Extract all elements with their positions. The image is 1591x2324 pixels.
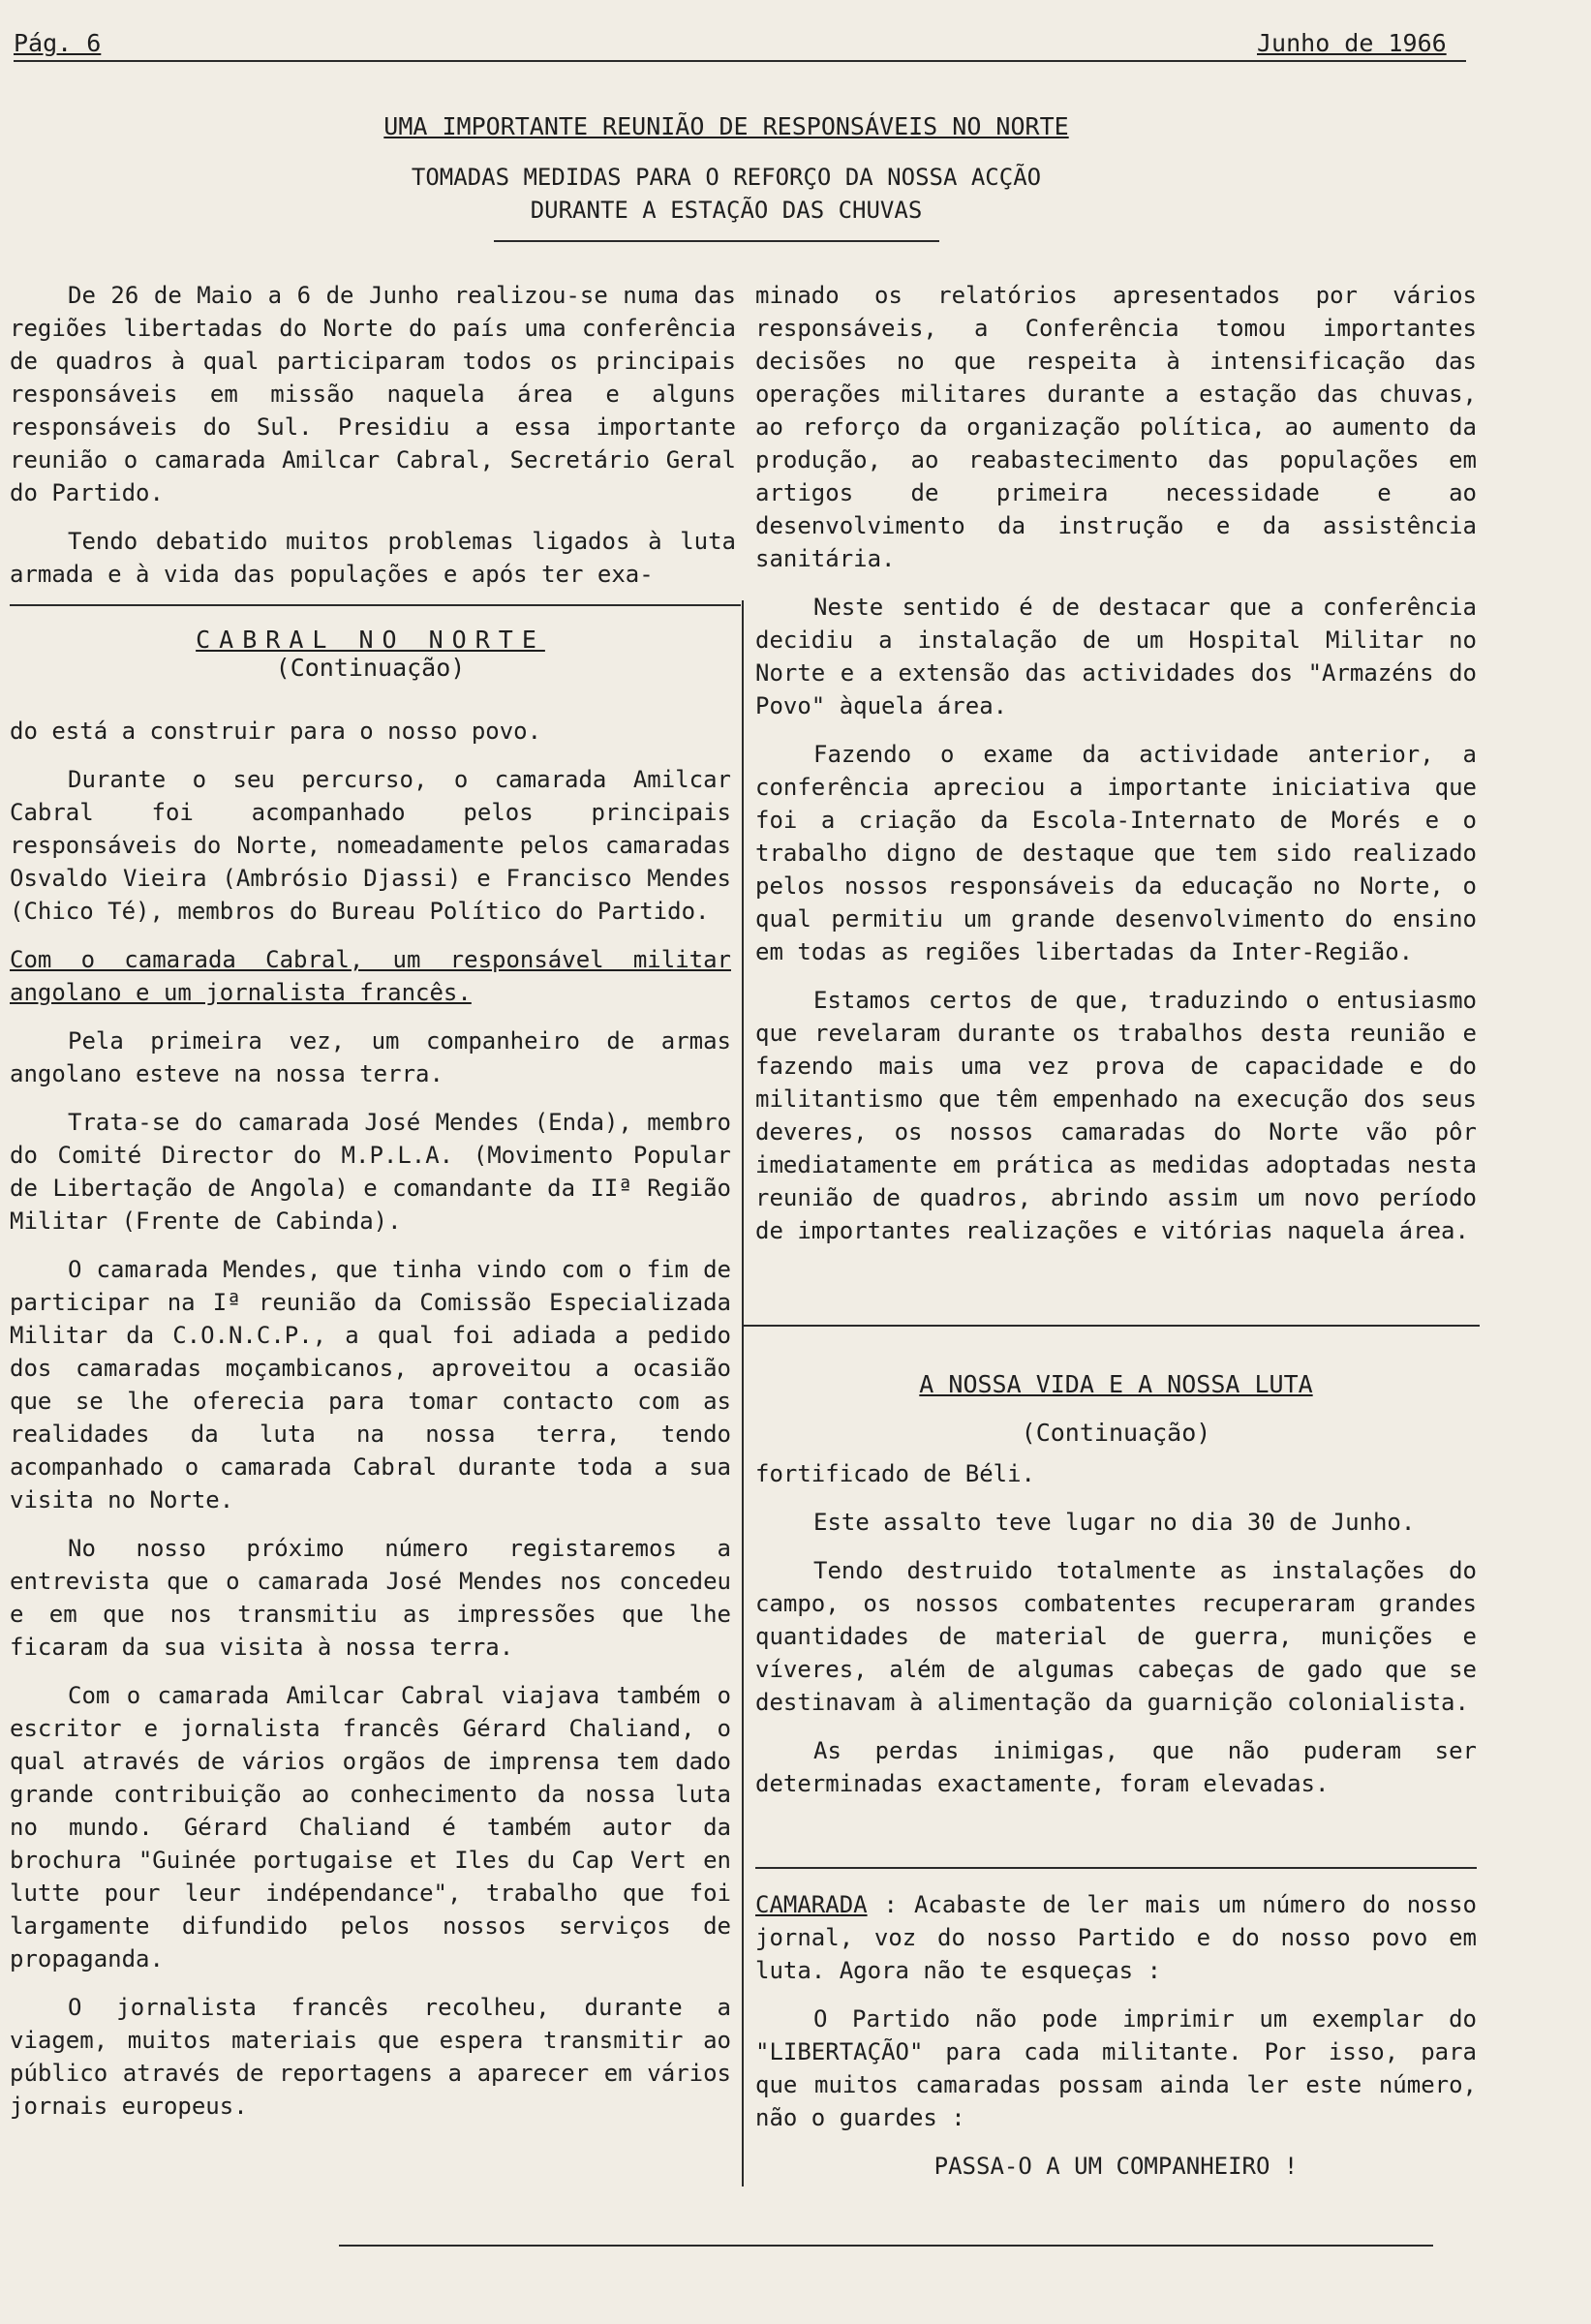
luta-title: A NOSSA VIDA E A NOSSA LUTA [919,1370,1313,1398]
article-subheading: Com o camarada Cabral, um responsável militar angolano e um jornalista francês. [10,946,731,1006]
article-paragraph: Este assalto teve lugar no dia 30 de Junho. [813,1509,1416,1536]
article-paragraph: O camarada Mendes, que tinha vindo com o fim de participar na Iª reunião da Comissão Especializada Militar da C.O.N.C.P., a qual foi adiada a pedido dos camaradas moçambicanos, aproveitou a ocasião que se lhe oferecia para tomar contacto com as realidades da luta na nossa terra, tendo acompanhado o camarada Cabral durante toda a sua visita no Norte. [10,1256,731,1514]
subheadline-line-2: DURANTE A ESTAÇÃO DAS CHUVAS [530,197,923,224]
article-paragraph: Fazendo o exame da actividade anterior, a conferência apreciou a importante iniciativa que foi a criação da Escola-Internato de Morés e o trabalho digno de destaque que tem sido realizado pelos nossos responsáveis da educação no Norte, o qual permitiu um grande desenvolvimento do ensino em todas as regiões libertadas da Inter-Região. [755,741,1477,965]
appeal-closing: PASSA-O A UM COMPANHEIRO ! [933,2153,1299,2180]
headline-title: UMA IMPORTANTE REUNIÃO DE RESPONSÁVEIS NO NORTE [383,112,1069,140]
cabral-article [10,715,731,2138]
article-paragraph: Pela primeira vez, um companheiro de armas angolano esteve na nossa terra. [10,1027,731,1087]
footer-rule [339,2245,1433,2247]
appeal-label: CAMARADA [755,1891,868,1918]
section-divider [755,1867,1477,1869]
subheadline [291,161,1162,227]
subheadline-rule [494,240,939,242]
article-paragraph: fortificado de Béli. [755,1460,1035,1487]
luta-article [755,1457,1477,1816]
article-paragraph: Trata-se do camarada José Mendes (Enda), membro do Comité Director do M.P.L.A. (Movimento Popular de Libertação de Angola) e comandante da IIª Região Militar (Frente de Cabinda). [10,1109,731,1235]
luta-continuation: (Continuação) [1021,1419,1211,1447]
cabral-section-heading [10,626,731,682]
section-divider [744,1325,1480,1327]
article-paragraph: Tendo debatido muitos problemas ligados à luta armada e à vida das populações e após ter exa- [10,528,736,588]
column-divider [742,600,744,2186]
page-number: Pág. 6 [14,29,102,57]
cabral-title: CABRAL NO NORTE [196,626,545,654]
article-paragraph: No nosso próximo número registaremos a entrevista que o camarada José Mendes nos concedeu e em que nos transmitiu as impressões que lhe ficaram da sua visita à nossa terra. [10,1535,731,1661]
article-paragraph: Tendo destruido totalmente as instalações do campo, os nossos combatentes recuperaram grandes quantidades de material de guerra, munições e víveres, além de algumas cabeças de gado que se destinavam à alimentação da guarnição colonialista. [755,1557,1477,1716]
header-rule [14,60,1466,62]
article-paragraph: do está a construir para o nosso povo. [10,718,542,745]
section-divider [10,604,741,606]
article-paragraph: O jornalista francês recolheu, durante a viagem, muitos materiais que espera transmitir ao público através de reportagens a aparecer em vários jornais europeus. [10,1994,731,2120]
article-paragraph: As perdas inimigas, que não puderam ser determinadas exactamente, foram elevadas. [755,1737,1477,1797]
article-paragraph: minado os relatórios apresentados por vários responsáveis, a Conferência tomou importantes decisões no que respeita à intensificação das operações militares durante a estação das chuvas, ao reforço da organização política, ao aumento da produção, ao reabastecimento das populações em artigos de primeira necessidade e ao desenvolvimento da instrução e da assistência sanitária. [755,282,1477,572]
appeal-lead-text: : Acabaste de ler mais um número do nosso jornal, voz do nosso Partido e do nosso povo em luta. Agora não te esqueças : [755,1891,1477,1984]
article-paragraph: Estamos certos de que, traduzindo o entusiasmo que revelaram durante os trabalhos desta reunião e fazendo mais uma vez prova de capacidade e do militantismo que têm empenhado na execução dos seus deveres, os nossos camaradas do Norte vão pôr imediatamente em prática as medidas adoptadas nesta reunião de quadros, abrindo assim um novo período de importantes realizações e vitórias naquela área. [755,987,1477,1244]
article-right-column [755,279,1477,1263]
article-left-column [10,279,736,606]
article-paragraph: Durante o seu percurso, o camarada Amilcar Cabral foi acompanhado pelos principais responsáveis do Norte, nomeadamente pelos camaradas Osvaldo Vieira (Ambrósio Djassi) e Francisco Mendes (Chico Té), membros do Bureau Político do Partido. [10,766,731,925]
subheadline-line-1: TOMADAS MEDIDAS PARA O REFORÇO DA NOSSA ACÇÃO [411,164,1042,191]
article-paragraph: Neste sentido é de destacar que a conferência decidiu a instalação de um Hospital Militar no Norte e a extensão das actividades dos "Armazéns do Povo" àquela área. [755,594,1477,719]
cabral-continuation: (Continuação) [275,654,466,682]
appeal-lead-paragraph [755,1888,1477,1987]
appeal-body: O Partido não pode imprimir um exemplar do "LIBERTAÇÃO" para cada militante. Por isso, para que muitos camaradas possam ainda ler este número, não o guardes : [755,2005,1477,2131]
reader-appeal [755,1888,1477,2198]
luta-section-heading [755,1361,1477,1457]
article-paragraph: Com o camarada Amilcar Cabral viajava também o escritor e jornalista francês Gérard Chaliand, o qual através de vários orgãos de imprensa tem dado grande contribuição ao conhecimento da nossa luta no mundo. Gérard Chaliand é também autor da brochura "Guinée portugaise et Iles du Cap Vert en lutte pour leur indépendance", trabalho que foi largamente difundido pelos nossos serviços de propaganda. [10,1682,731,1972]
article-paragraph: De 26 de Maio a 6 de Junho realizou-se numa das regiões libertadas do Norte do país uma conferência de quadros à qual participaram todos os principais responsáveis em missão naquela área e alguns responsáveis do Sul. Presidiu a essa importante reunião o camarada Amilcar Cabral, Secretário Geral do Partido. [10,282,736,506]
headline [358,112,1094,140]
issue-date: Junho de 1966 [1257,29,1447,57]
